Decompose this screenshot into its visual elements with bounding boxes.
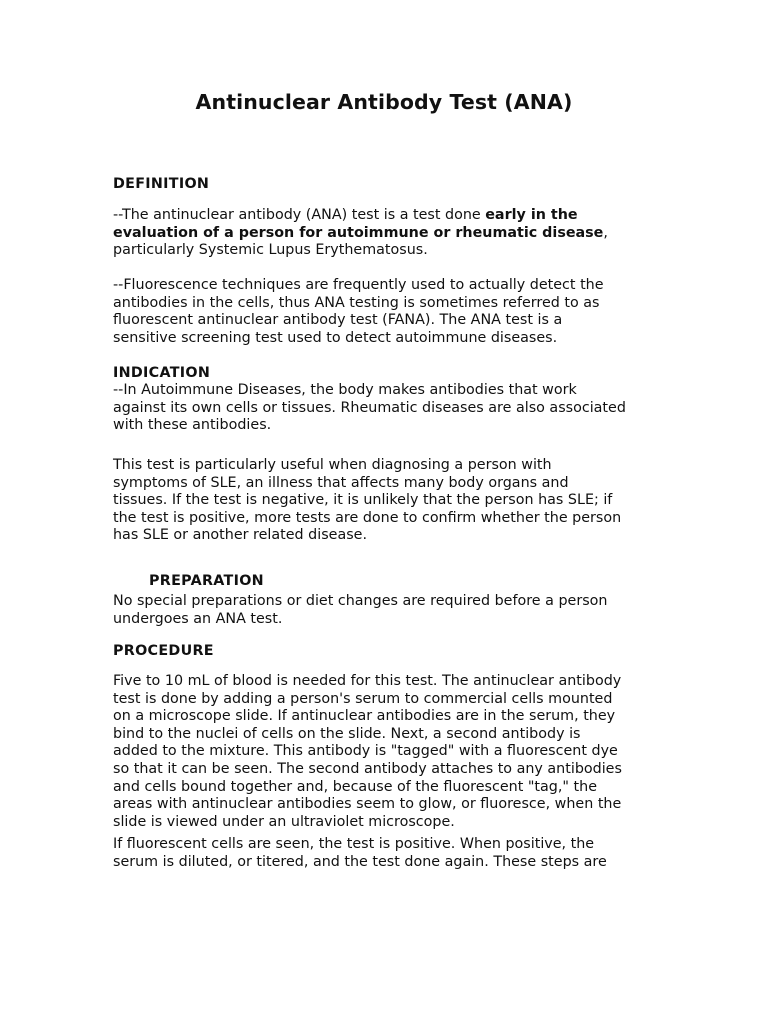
procedure-p1-line: on a microscope slide. If antinuclear antibodies are in the serum, they — [113, 708, 616, 725]
definition-p1-line-2 — [113, 225, 661, 243]
procedure-paragraph-2 — [113, 836, 661, 871]
preparation-paragraph — [113, 593, 661, 628]
indication-paragraph-1 — [113, 382, 661, 435]
indication-p2-line: the test is positive, more tests are done to confirm whether the person — [113, 509, 622, 526]
indication-p2-line: This test is particularly useful when diagnosing a person with — [113, 457, 552, 473]
procedure-p1-line: test is done by adding a person's serum to commercial cells mounted — [113, 690, 613, 707]
heading-preparation: PREPARATION — [149, 573, 264, 589]
indication-p1-line: --In Autoimmune Diseases, the body makes antibodies that work — [113, 382, 577, 398]
preparation-line: No special preparations or diet changes are required before a person — [113, 593, 608, 609]
definition-p2-line: antibodies in the cells, thus ANA testing is sometimes referred to as — [113, 294, 600, 311]
definition-paragraph-1 — [113, 207, 661, 260]
procedure-p1-line: areas with antinuclear antibodies seem to glow, or fluoresce, when the — [113, 796, 622, 813]
procedure-p2-line: If fluorescent cells are seen, the test is positive. When positive, the — [113, 836, 595, 852]
procedure-p1-line: slide is viewed under an ultraviolet microscope. — [113, 813, 455, 830]
indication-p1-line: against its own cells or tissues. Rheumatic diseases are also associated — [113, 399, 626, 416]
definition-p2-line: --Fluorescence techniques are frequently used to actually detect the — [113, 277, 604, 293]
indication-p2-line: symptoms of SLE, an illness that affects many body organs and — [113, 474, 569, 491]
heading-indication: INDICATION — [113, 365, 211, 381]
procedure-p1-line: bind to the nuclei of cells on the slide. Next, a second antibody is — [113, 725, 581, 742]
definition-p1-line1-bold: early in the — [485, 207, 578, 223]
heading-definition: DEFINITION — [113, 176, 210, 192]
procedure-p1-line: and cells bound together and, because of the fluorescent "tag," the — [113, 778, 598, 795]
indication-p2-line: has SLE or another related disease. — [113, 527, 368, 544]
heading-procedure: PROCEDURE — [113, 643, 214, 659]
procedure-p1-line: so that it can be seen. The second antibody attaches to any antibodies — [113, 760, 622, 777]
definition-p1-line1-text: --The antinuclear antibody (ANA) test is a test done — [113, 207, 486, 223]
procedure-p2-line: serum is diluted, or titered, and the test done again. These steps are — [113, 853, 607, 870]
procedure-p1-line: added to the mixture. This antibody is "tagged" with a fluorescent dye — [113, 743, 618, 760]
indication-paragraph-2 — [113, 457, 661, 545]
definition-p1-line-3: particularly Systemic Lupus Erythematosus. — [113, 242, 428, 259]
definition-p2-line: sensitive screening test used to detect autoimmune diseases. — [113, 329, 558, 346]
procedure-p1-line: Five to 10 mL of blood is needed for this test. The antinuclear antibody — [113, 673, 622, 689]
preparation-line: undergoes an ANA test. — [113, 610, 283, 627]
procedure-paragraph-1 — [113, 673, 661, 831]
definition-p1-line2-comma: , — [603, 224, 608, 241]
definition-p1-line-1 — [113, 207, 661, 225]
definition-p1-line2-bold: evaluation of a person for autoimmune or rheumatic disease — [113, 224, 604, 241]
definition-paragraph-2 — [113, 277, 661, 347]
definition-p2-line: fluorescent antinuclear antibody test (FANA). The ANA test is a — [113, 312, 563, 329]
document-title: Antinuclear Antibody Test (ANA) — [195, 90, 573, 114]
indication-p1-line: with these antibodies. — [113, 417, 272, 434]
indication-p2-line: tissues. If the test is negative, it is unlikely that the person has SLE; if — [113, 492, 613, 509]
